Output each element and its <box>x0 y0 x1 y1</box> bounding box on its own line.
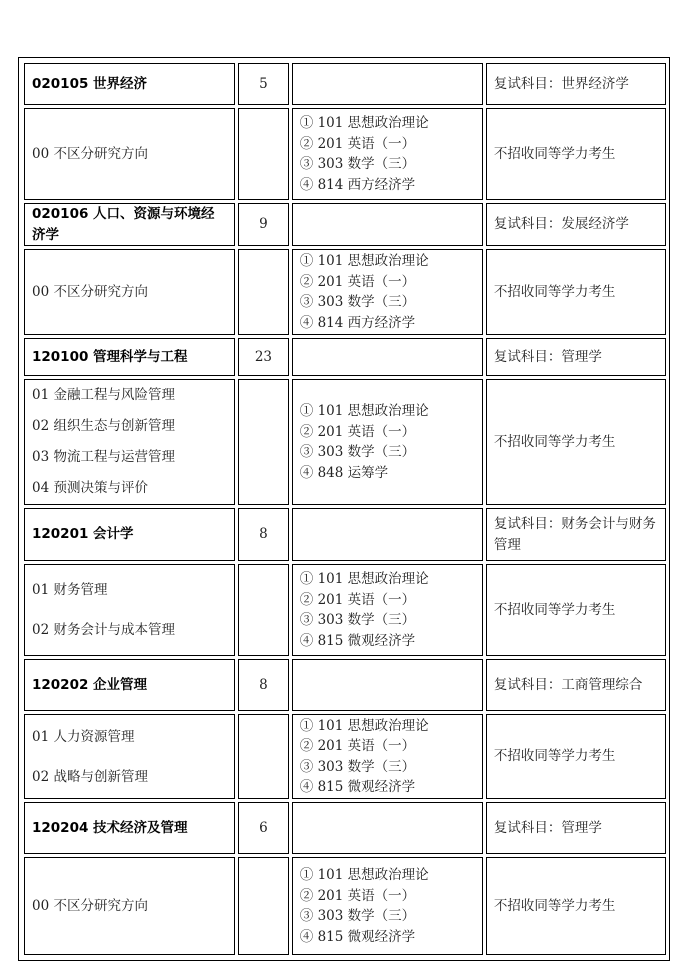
direction-item: 02 战略与创新管理 <box>32 768 148 785</box>
empty-cell <box>292 63 483 105</box>
detail-row <box>24 564 666 656</box>
direction-item: 01 财务管理 <box>32 582 108 598</box>
admission-note: 不招收同等学力考生 <box>486 714 666 799</box>
exam-item: ① 101 思想政治理论 <box>299 115 429 131</box>
admission-note: 不招收同等学力考生 <box>486 108 666 200</box>
admissions-table <box>21 60 669 958</box>
directions-cell <box>24 108 235 200</box>
exam-item: ④ 815 微观经济学 <box>299 928 416 945</box>
retest-subject: 复试科目：发展经济学 <box>486 203 666 246</box>
empty-cell <box>238 564 289 656</box>
direction-item: 00 不区分研究方向 <box>32 283 148 300</box>
empty-cell <box>292 802 483 854</box>
direction-item: 00 不区分研究方向 <box>32 897 148 914</box>
retest-subject: 复试科目：财务会计与财务管理 <box>486 508 666 561</box>
empty-cell <box>238 714 289 799</box>
direction-item: 02 财务会计与成本管理 <box>32 622 175 638</box>
exams-cell <box>292 108 483 200</box>
quota: 23 <box>238 338 289 376</box>
empty-cell <box>238 108 289 200</box>
retest-subject: 复试科目：工商管理综合 <box>486 659 666 711</box>
exams-cell <box>292 379 483 505</box>
detail-row <box>24 249 666 335</box>
exam-item: ④ 814 西方经济学 <box>299 176 416 193</box>
admission-note: 不招收同等学力考生 <box>486 564 666 656</box>
major-name: 120100 管理科学与工程 <box>24 338 235 376</box>
exam-item: ③ 303 数学（三） <box>299 758 416 775</box>
retest-subject: 复试科目：管理学 <box>486 802 666 854</box>
major-name: 020105 世界经济 <box>24 63 235 105</box>
exam-item: ① 101 思想政治理论 <box>299 571 429 587</box>
exams-cell <box>292 714 483 799</box>
exam-item: ④ 815 微观经济学 <box>299 779 416 795</box>
exams-cell <box>292 249 483 335</box>
exam-item: ③ 303 数学（三） <box>299 156 416 172</box>
exams-cell <box>292 564 483 656</box>
direction-item: 01 金融工程与风险管理 <box>32 387 175 403</box>
admissions-table-frame <box>18 57 670 961</box>
exam-item: ② 201 英语（一） <box>299 135 416 152</box>
direction-item: 02 组织生态与创新管理 <box>32 418 175 434</box>
directions-cell <box>24 379 235 505</box>
admission-note: 不招收同等学力考生 <box>486 857 666 955</box>
exam-item: ③ 303 数学（三） <box>299 908 416 924</box>
major-name: 120204 技术经济及管理 <box>24 802 235 854</box>
empty-cell <box>292 203 483 246</box>
directions-cell <box>24 564 235 656</box>
major-row <box>24 338 666 376</box>
major-name: 020106 人口、资源与环境经济学 <box>24 203 235 246</box>
exam-item: ④ 815 微观经济学 <box>299 632 416 649</box>
major-name: 120201 会计学 <box>24 508 235 561</box>
quota: 8 <box>238 508 289 561</box>
major-row <box>24 659 666 711</box>
empty-cell <box>292 508 483 561</box>
quota: 6 <box>238 802 289 854</box>
exam-item: ② 201 英语（一） <box>299 423 416 440</box>
detail-row <box>24 108 666 200</box>
exam-item: ④ 848 运筹学 <box>299 464 389 481</box>
empty-cell <box>292 659 483 711</box>
empty-cell <box>238 249 289 335</box>
quota: 8 <box>238 659 289 711</box>
exam-item: ③ 303 数学（三） <box>299 444 416 460</box>
major-row <box>24 802 666 854</box>
retest-subject: 复试科目：管理学 <box>486 338 666 376</box>
quota: 9 <box>238 203 289 246</box>
exam-item: ① 101 思想政治理论 <box>299 717 429 734</box>
exams-cell <box>292 857 483 955</box>
exam-item: ③ 303 数学（三） <box>299 612 416 628</box>
exam-item: ④ 814 西方经济学 <box>299 314 416 331</box>
empty-cell <box>238 379 289 505</box>
admission-note: 不招收同等学力考生 <box>486 249 666 335</box>
exam-item: ③ 303 数学（三） <box>299 294 416 310</box>
directions-cell <box>24 714 235 799</box>
direction-item: 03 物流工程与运营管理 <box>32 449 175 465</box>
directions-cell <box>24 249 235 335</box>
exam-item: ① 101 思想政治理论 <box>299 867 429 883</box>
detail-row <box>24 857 666 955</box>
exam-item: ② 201 英语（一） <box>299 738 416 754</box>
major-row <box>24 63 666 105</box>
detail-row <box>24 379 666 505</box>
direction-item: 01 人力资源管理 <box>32 728 135 745</box>
exam-item: ① 101 思想政治理论 <box>299 403 429 419</box>
empty-cell <box>238 857 289 955</box>
major-row <box>24 203 666 246</box>
exam-item: ② 201 英语（一） <box>299 591 416 608</box>
direction-item: 00 不区分研究方向 <box>32 145 148 162</box>
empty-cell <box>292 338 483 376</box>
major-name: 120202 企业管理 <box>24 659 235 711</box>
quota: 5 <box>238 63 289 105</box>
admission-note: 不招收同等学力考生 <box>486 379 666 505</box>
exam-item: ② 201 英语（一） <box>299 273 416 290</box>
major-row <box>24 508 666 561</box>
directions-cell <box>24 857 235 955</box>
exam-item: ② 201 英语（一） <box>299 887 416 904</box>
retest-subject: 复试科目：世界经济学 <box>486 63 666 105</box>
exam-item: ① 101 思想政治理论 <box>299 253 429 269</box>
detail-row <box>24 714 666 799</box>
direction-item: 04 预测决策与评价 <box>32 480 148 496</box>
